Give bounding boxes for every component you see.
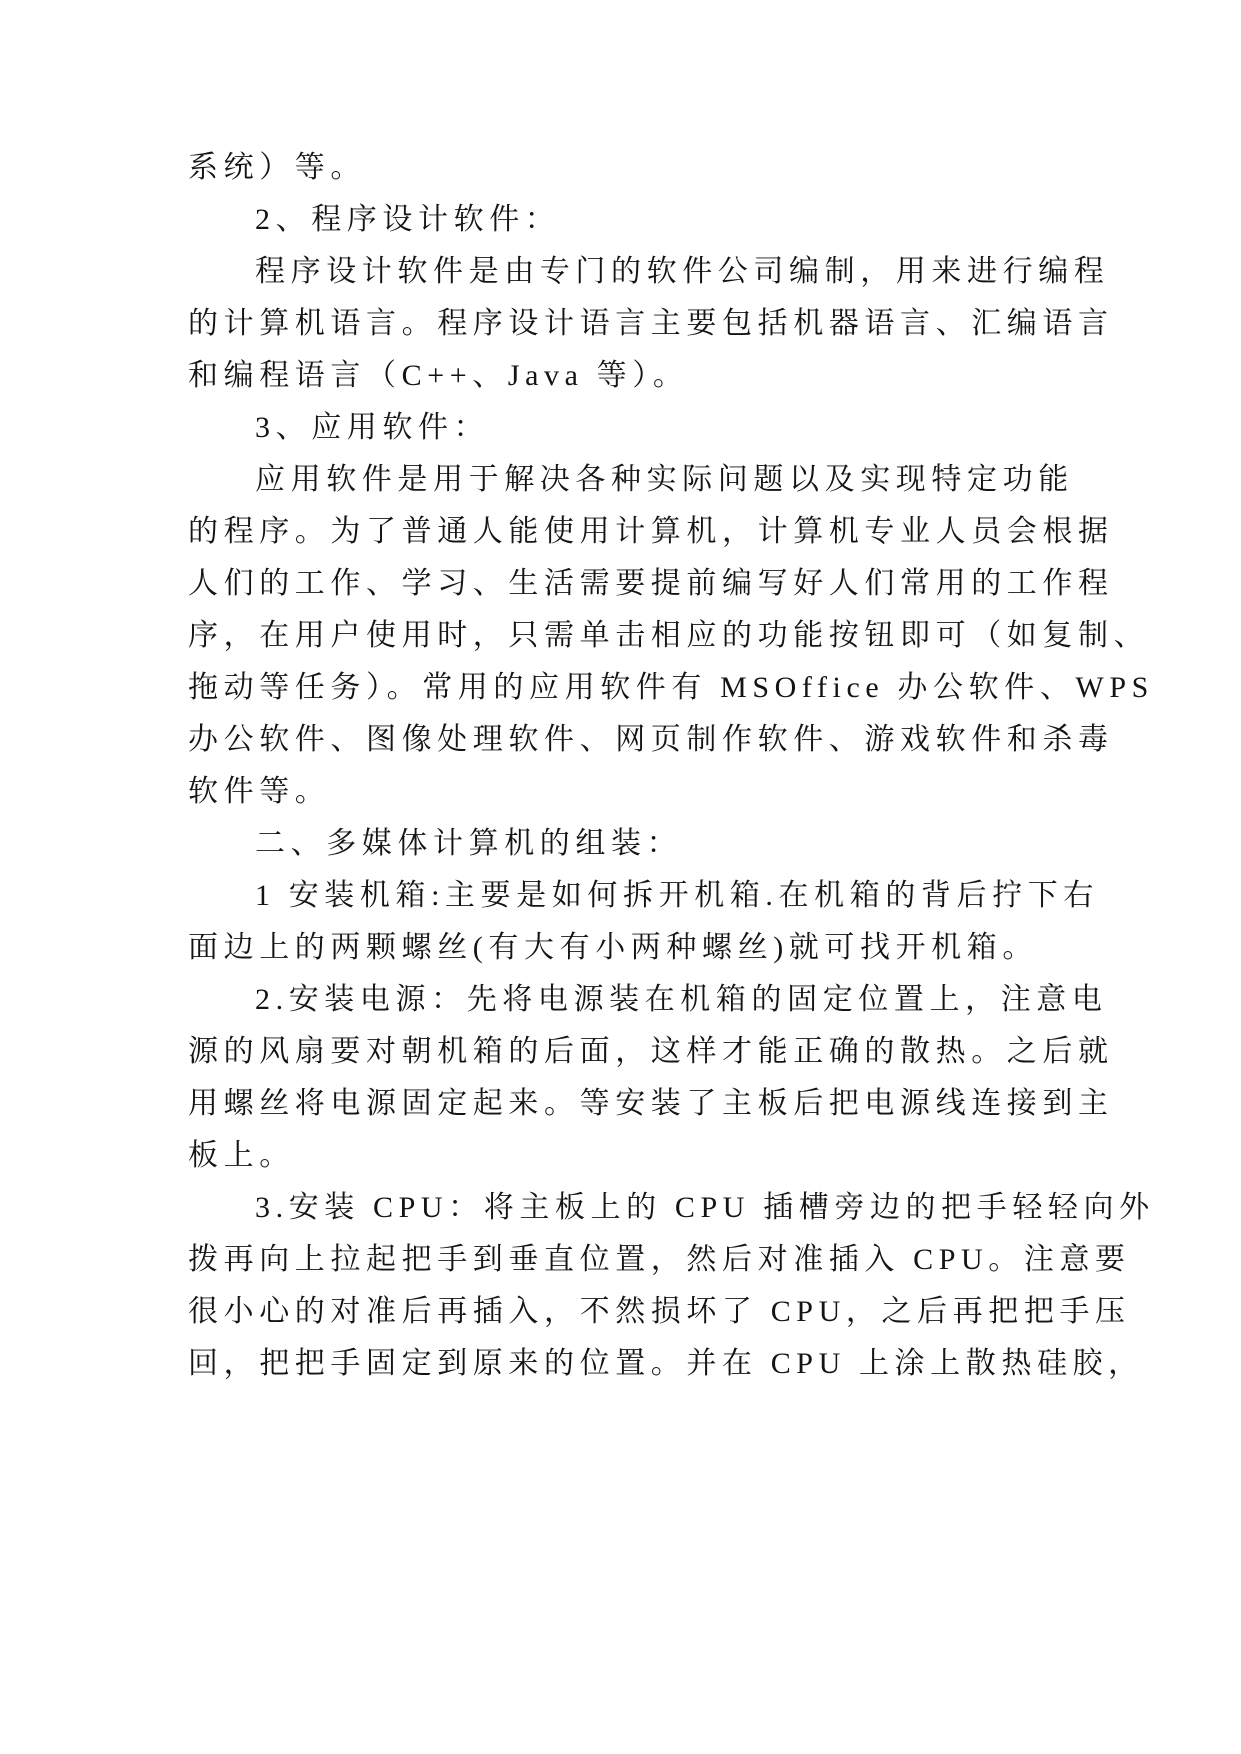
paragraph-line: 办公软件、图像处理软件、网页制作软件、游戏软件和杀毒 xyxy=(188,723,1114,756)
paragraph-line: 2.安装电源：先将电源装在机箱的固定位置上，注意电 xyxy=(255,983,1108,1016)
paragraph-line: 很小心的对准后再插入，不然损坏了 CPU，之后再把把手压 xyxy=(188,1295,1131,1328)
paragraph-line: 的程序。为了普通人能使用计算机，计算机专业人员会根据 xyxy=(188,515,1114,548)
section-heading-programming-software: 2、程序设计软件： xyxy=(255,203,561,236)
paragraph-line: 面边上的两颗螺丝(有大有小两种螺丝)就可找开机箱。 xyxy=(188,931,1038,964)
paragraph-line: 用螺丝将电源固定起来。等安装了主板后把电源线连接到主 xyxy=(188,1087,1114,1120)
paragraph-line: 源的风扇要对朝机箱的后面，这样才能正确的散热。之后就 xyxy=(188,1035,1114,1068)
paragraph-line: 拨再向上拉起把手到垂直位置，然后对准插入 CPU。注意要 xyxy=(188,1243,1131,1276)
section-heading-multimedia-assembly: 二、多媒体计算机的组装： xyxy=(255,827,683,860)
paragraph-line: 应用软件是用于解决各种实际问题以及实现特定功能 xyxy=(255,463,1074,496)
paragraph-line: 1 安装机箱:主要是如何拆开机箱.在机箱的背后拧下右 xyxy=(255,879,1099,912)
paragraph-line: 回，把把手固定到原来的位置。并在 CPU 上涂上散热硅胶， xyxy=(188,1347,1144,1380)
paragraph-line: 软件等。 xyxy=(188,775,331,808)
text-line: 系统）等。 xyxy=(188,151,366,184)
paragraph-line: 板上。 xyxy=(188,1139,295,1172)
paragraph-line: 程序设计软件是由专门的软件公司编制，用来进行编程 xyxy=(255,255,1110,288)
paragraph-line: 序，在用户使用时，只需单击相应的功能按钮即可（如复制、 xyxy=(188,619,1150,652)
paragraph-line: 拖动等任务）。常用的应用软件有 MSOffice 办公软件、WPS xyxy=(188,671,1154,704)
section-heading-application-software: 3、应用软件： xyxy=(255,411,490,444)
paragraph-line: 的计算机语言。程序设计语言主要包括机器语言、汇编语言 xyxy=(188,307,1114,340)
paragraph-line: 3.安装 CPU：将主板上的 CPU 插槽旁边的把手轻轻向外 xyxy=(255,1191,1155,1224)
paragraph-line: 和编程语言（C++、Java 等）。 xyxy=(188,359,689,392)
paragraph-line: 人们的工作、学习、生活需要提前编写好人们常用的工作程 xyxy=(188,567,1114,600)
